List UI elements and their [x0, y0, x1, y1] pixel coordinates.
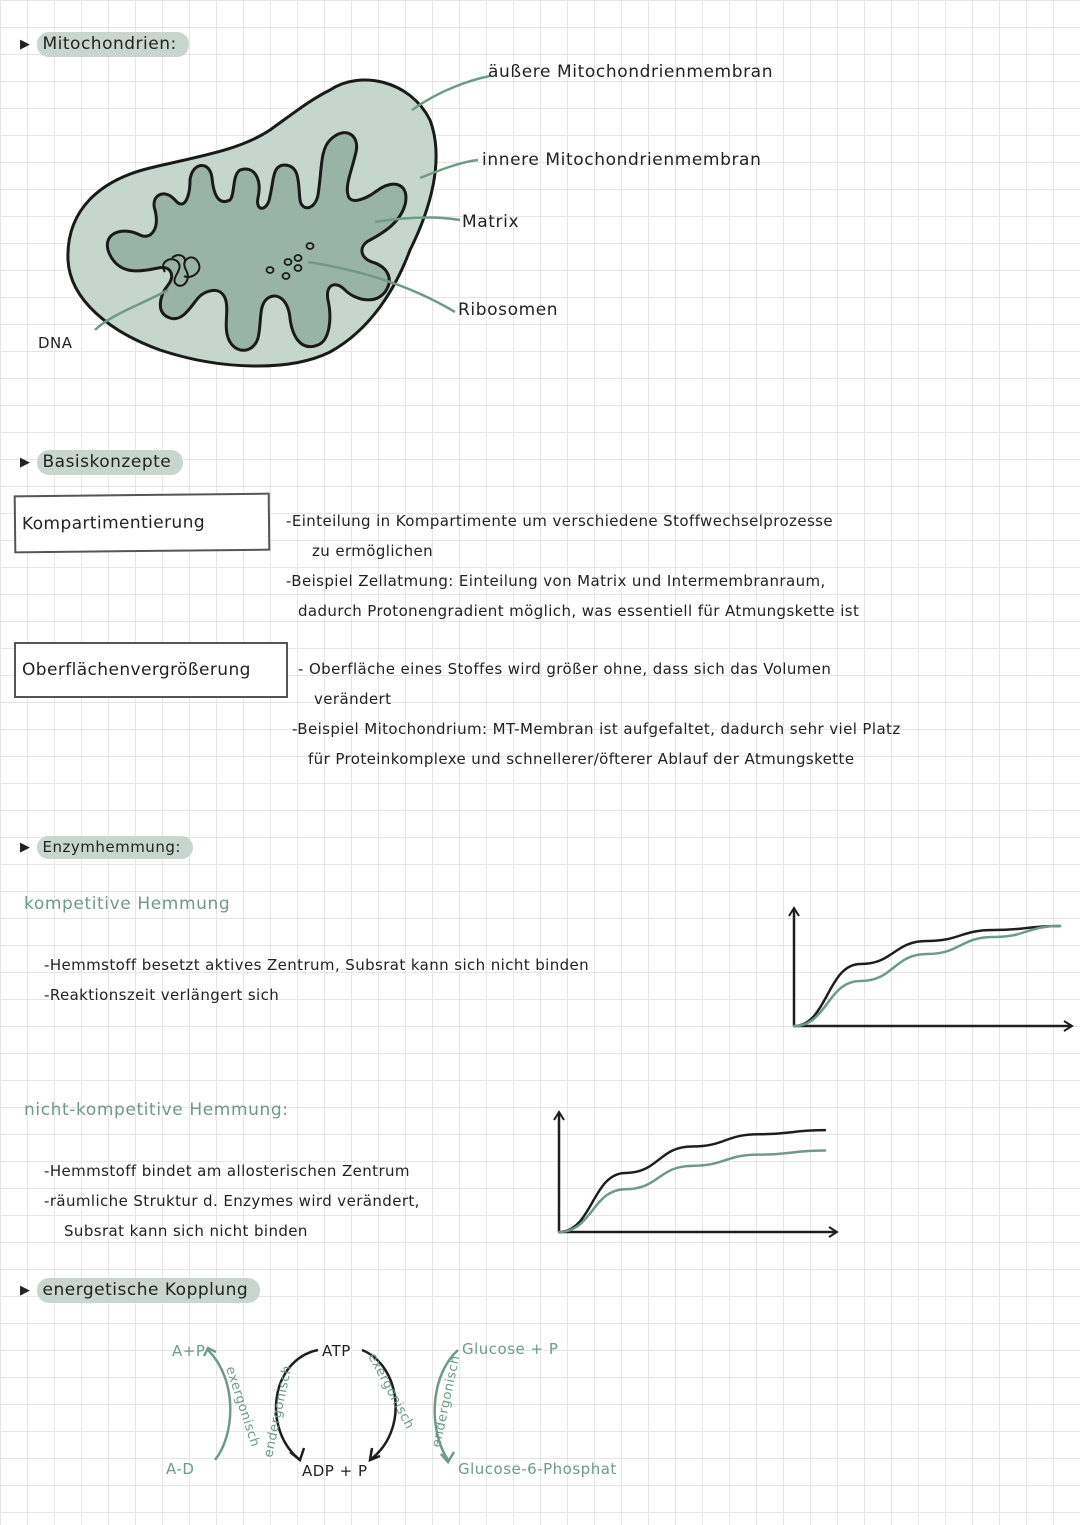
- bullet-triangle-icon: ▶: [20, 455, 31, 470]
- label-ribosomes: Ribosomen: [458, 300, 559, 320]
- bullet-triangle-icon: ▶: [20, 840, 31, 855]
- inhibition-title-competitive: kompetitive Hemmung: [24, 894, 231, 914]
- series-line-uninhibited: [794, 926, 1060, 1026]
- label-glucose: Glucose + P: [462, 1340, 559, 1358]
- section-title: Enzymhemmung:: [37, 836, 193, 859]
- inhibition-line: -Reaktionszeit verlängert sich: [44, 986, 280, 1004]
- label-matrix: Matrix: [462, 212, 520, 232]
- chart-noncompetitive: [545, 1108, 845, 1248]
- label-endergonic-right: endergonisch: [429, 1353, 464, 1449]
- inhibition-title-noncompetitive: nicht-kompetitive Hemmung:: [24, 1100, 289, 1120]
- bullet-triangle-icon: ▶: [20, 37, 31, 52]
- label-outer-membrane: äußere Mitochondrienmembran: [488, 62, 774, 82]
- label-g6p: Glucose-6-Phosphat: [458, 1460, 617, 1478]
- label-endergonic-cycle: endergonisch: [261, 1363, 296, 1459]
- section-header-enzyme: [20, 836, 193, 859]
- label-inner-membrane: innere Mitochondrienmembran: [482, 150, 762, 170]
- concept-box-kompartimentierung: [14, 493, 271, 554]
- concept-line: -Beispiel Mitochondrium: MT-Membran ist aufgefaltet, dadurch sehr viel Platz: [292, 720, 901, 738]
- concept-line: - Oberfläche eines Stoffes wird größer ohne, dass sich das Volumen: [298, 660, 832, 678]
- series-line-uninhibited: [559, 1130, 825, 1232]
- concept-line: für Proteinkomplexe und schnellerer/öfterer Ablauf der Atmungskette: [308, 750, 855, 768]
- label-exergonic-left: exergonisch: [222, 1364, 263, 1450]
- chart-competitive: [780, 900, 1080, 1040]
- bullet-triangle-icon: ▶: [20, 1283, 31, 1298]
- section-header-concepts: [20, 450, 183, 475]
- concept-line: dadurch Protonengradient möglich, was essentiell für Atmungskette ist: [298, 602, 860, 620]
- concept-line: verändert: [314, 690, 392, 708]
- concept-box-oberflaechenvergroesserung: [14, 642, 288, 698]
- section-header-coupling: [20, 1278, 260, 1303]
- concept-name: Kompartimentierung: [21, 512, 206, 535]
- concept-name: Oberflächenvergrößerung: [22, 660, 251, 680]
- inhibition-line: -Hemmstoff bindet am allosterischen Zentrum: [44, 1162, 410, 1180]
- concept-line: zu ermöglichen: [312, 542, 434, 560]
- concept-line: -Einteilung in Kompartimente um verschiedene Stoffwechselprozesse: [286, 512, 834, 530]
- inhibition-line: -Hemmstoff besetzt aktives Zentrum, Subsrat kann sich nicht binden: [44, 956, 590, 974]
- label-dna: DNA: [38, 334, 73, 352]
- label-a-d: A-D: [166, 1460, 195, 1478]
- arc-left-exergonic: [208, 1350, 230, 1460]
- concept-line: -Beispiel Zellatmung: Einteilung von Matrix und Intermembranraum,: [286, 572, 826, 590]
- arrow-head: [290, 1448, 304, 1460]
- inhibition-line: Subsrat kann sich nicht binden: [64, 1222, 308, 1240]
- inhibition-line: -räumliche Struktur d. Enzymes wird verändert,: [44, 1192, 420, 1210]
- section-title: Mitochondrien:: [37, 32, 189, 57]
- label-exergonic-cycle: exergonisch: [364, 1350, 418, 1432]
- section-title: energetische Kopplung: [37, 1278, 261, 1303]
- section-title: Basiskonzepte: [37, 450, 184, 475]
- label-adp: ADP + P: [302, 1462, 368, 1480]
- label-atp: ATP: [322, 1342, 351, 1360]
- label-a-plus-p: A+P: [172, 1342, 206, 1360]
- mitochondrion-diagram: [0, 0, 1080, 400]
- leader-outer: [412, 76, 490, 110]
